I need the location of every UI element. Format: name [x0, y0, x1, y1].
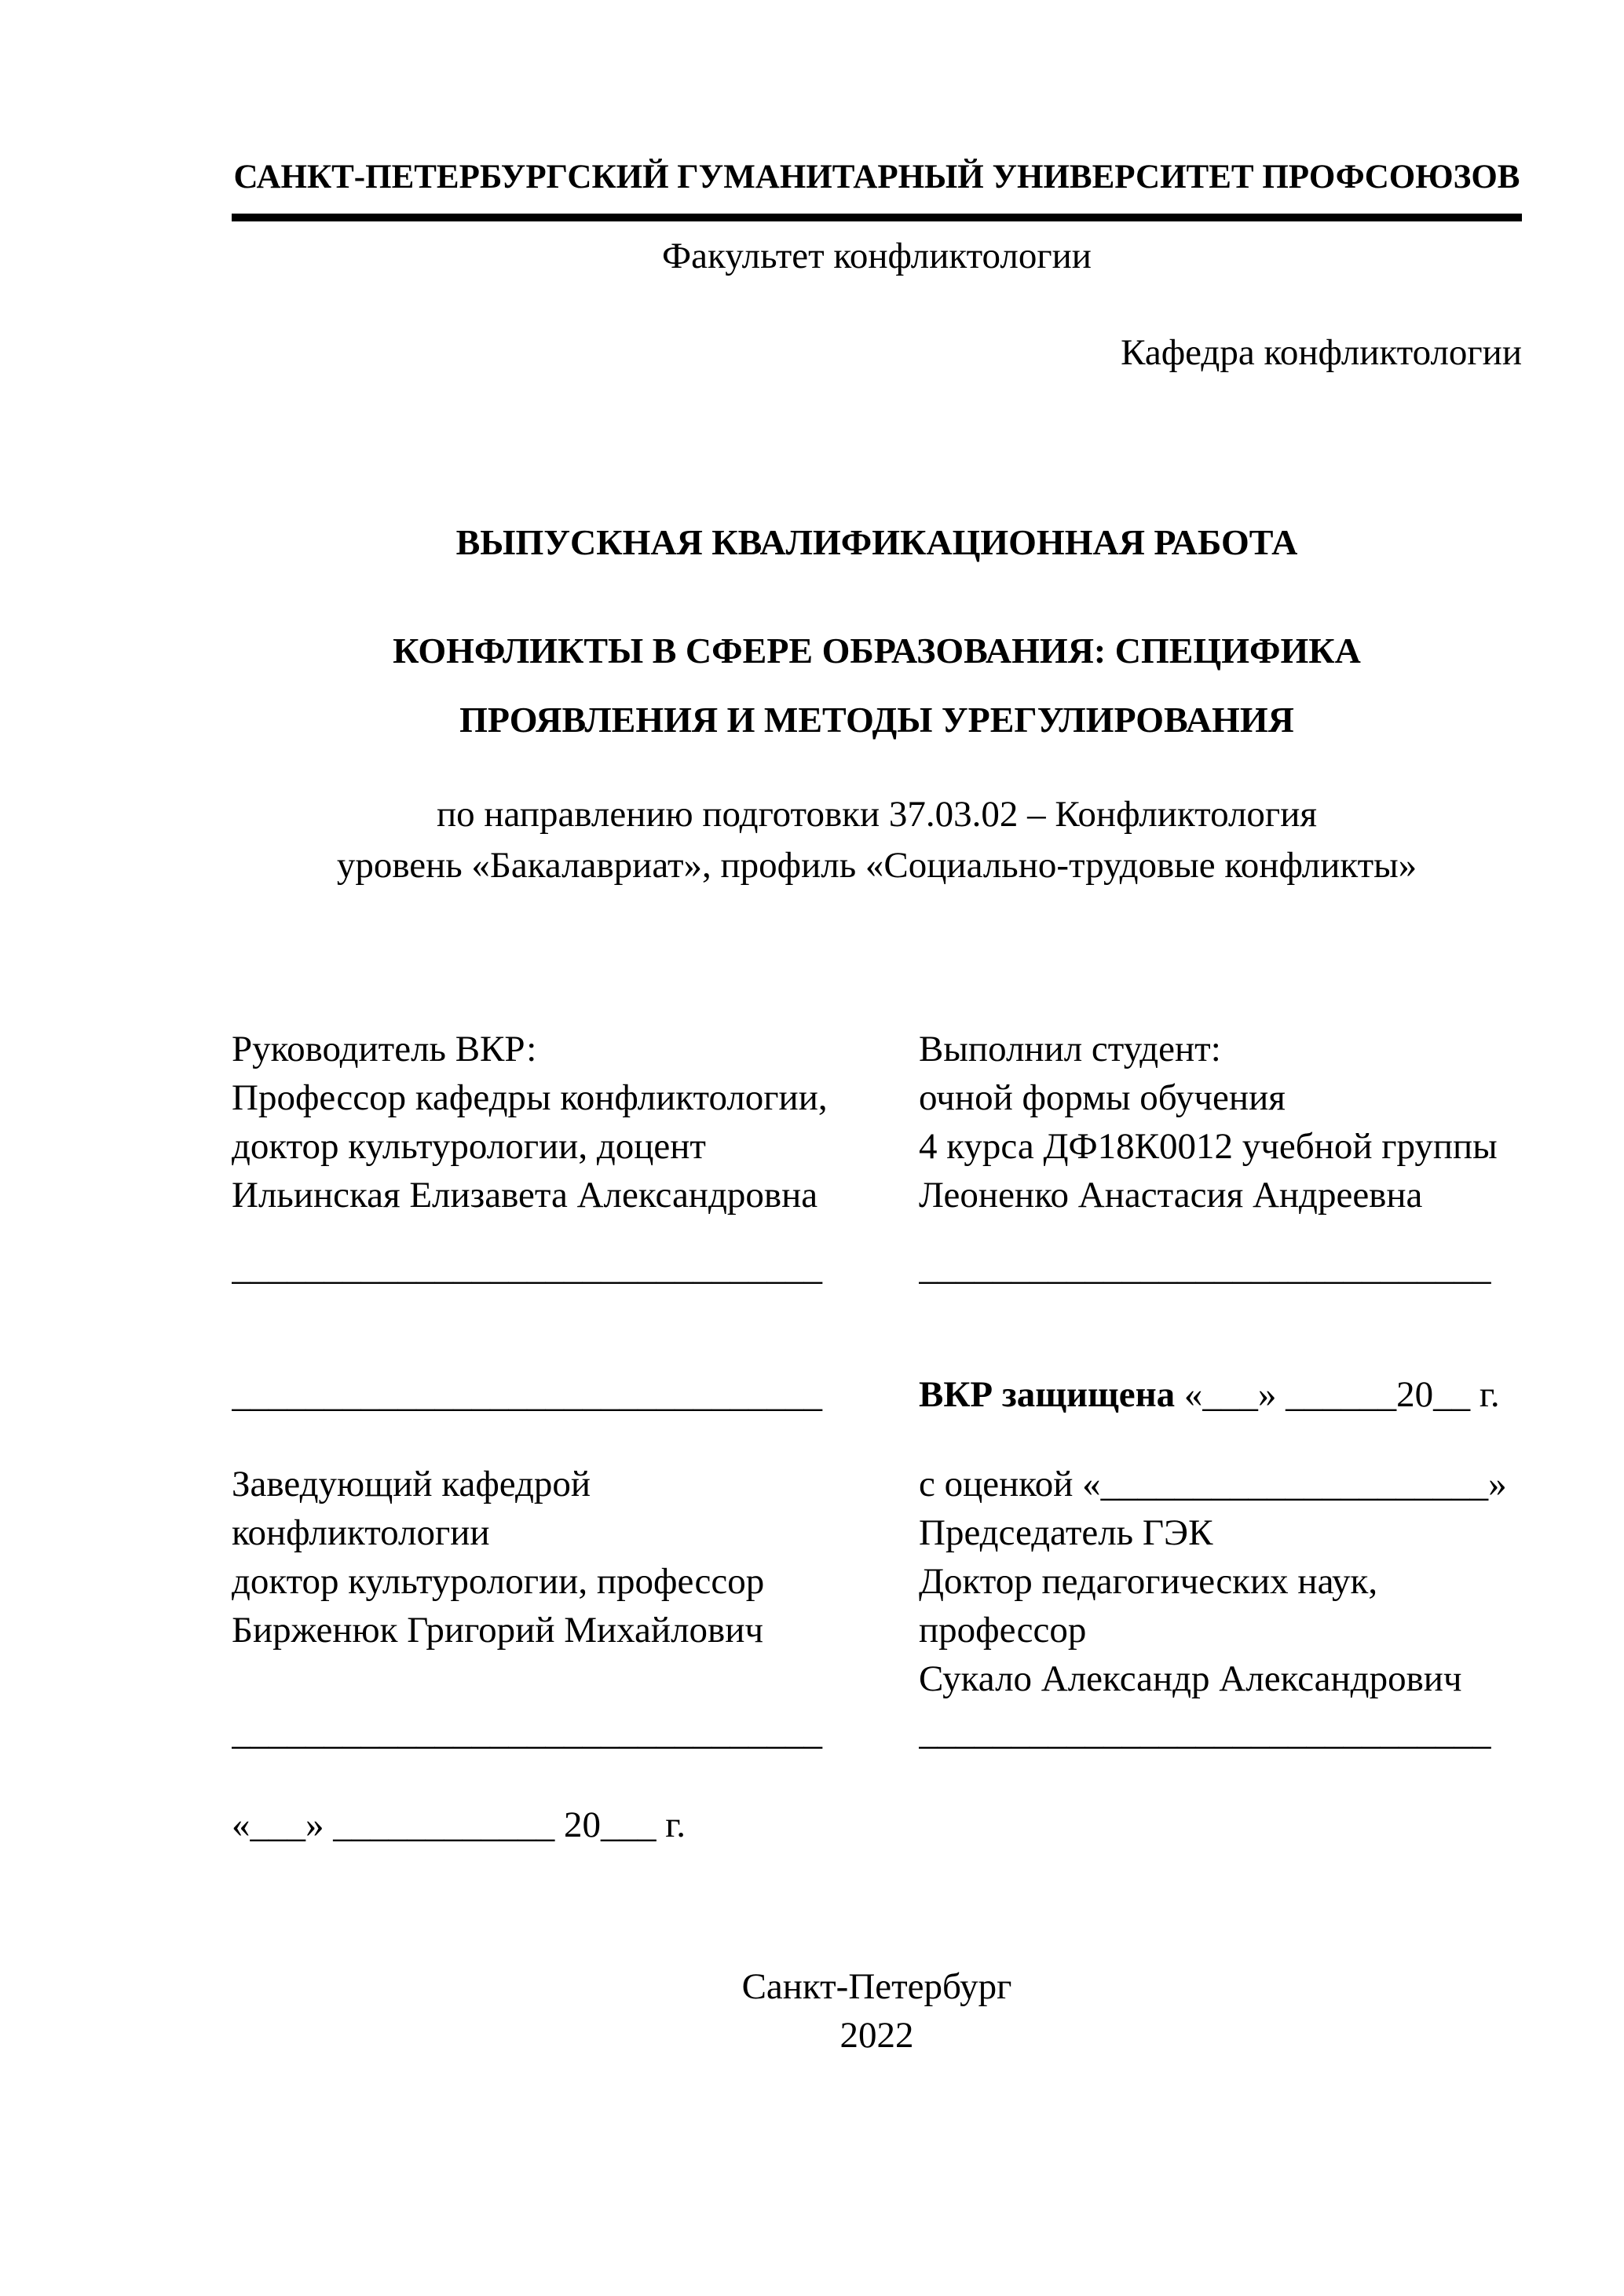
- supervisor-column: [232, 1025, 919, 1849]
- university-name: САНКТ-ПЕТЕРБУРГСКИЙ ГУМАНИТАРНЫЙ УНИВЕРСИТЕТ ПРОФСОЮЗОВ: [233, 159, 1520, 196]
- signature-columns: [232, 1025, 1522, 1849]
- committee-chair-signature-line: _______________________________: [919, 1712, 1491, 1753]
- supervisor-block: [232, 1025, 919, 1219]
- student-info-line2: 4 курса ДФ18К0012 учебной группы: [919, 1126, 1498, 1167]
- footer-year: 2022: [839, 2015, 914, 2056]
- thesis-title: [232, 616, 1522, 755]
- footer-city: Санкт-Петербург: [741, 1966, 1012, 2007]
- department-head-position-line3: доктор культурологии, профессор: [232, 1561, 765, 1602]
- department-head-block: [232, 1460, 919, 1654]
- program-info: [232, 789, 1522, 891]
- grade-line: с оценкой «_____________________»: [919, 1464, 1507, 1504]
- student-signature-line: _______________________________: [919, 1247, 1491, 1288]
- committee-chair-block: [919, 1460, 1522, 1703]
- department-head-position-line1: Заведующий кафедрой: [232, 1464, 591, 1504]
- header-rule: [232, 214, 1522, 221]
- thesis-title-line1: КОНФЛИКТЫ В СФЕРЕ ОБРАЗОВАНИЯ: СПЕЦИФИКА: [393, 631, 1361, 671]
- supervisor-position-line1: Профессор кафедры конфликтологии,: [232, 1077, 828, 1118]
- thesis-title-line2: ПРОЯВЛЕНИЯ И МЕТОДЫ УРЕГУЛИРОВАНИЯ: [459, 700, 1294, 740]
- supervisor-name: Ильинская Елизавета Александровна: [232, 1175, 818, 1216]
- department-head-position-line2: конфликтологии: [232, 1512, 490, 1553]
- program-level-profile: уровень «Бакалавриат», профиль «Социально-трудовые конфликты»: [336, 845, 1417, 886]
- faculty-name: Факультет конфликтологии: [662, 236, 1092, 276]
- defense-date-blank: «___» ______20__ г.: [1175, 1374, 1500, 1415]
- work-type-title: ВЫПУСКНАЯ КВАЛИФИКАЦИОННАЯ РАБОТА: [455, 522, 1298, 562]
- committee-chair-position-line2: Доктор педагогических наук,: [919, 1561, 1378, 1602]
- defense-date-label: ВКР защищена: [919, 1374, 1176, 1415]
- supervisor-role-label: Руководитель ВКР:: [232, 1029, 537, 1069]
- defense-date-line: [919, 1370, 1522, 1419]
- supervisor-signature-line-2: ________________________________: [232, 1374, 822, 1415]
- student-name: Леоненко Анастасия Андреевна: [919, 1175, 1423, 1216]
- supervisor-signature-line-1: ________________________________: [232, 1247, 822, 1288]
- department-head-date-line: «___» ____________ 20___ г.: [232, 1804, 686, 1845]
- student-role-label: Выполнил студент:: [919, 1029, 1221, 1069]
- department-head-signature-line: ________________________________: [232, 1712, 822, 1753]
- department-name: Кафедра конфликтологии: [1121, 332, 1522, 373]
- program-direction: по направлению подготовки 37.03.02 – Конфликтология: [437, 794, 1317, 835]
- footer: [232, 1962, 1522, 2060]
- committee-chair-position-line3: профессор: [919, 1610, 1087, 1651]
- committee-chair-position-line1: Председатель ГЭК: [919, 1512, 1213, 1553]
- student-block: [919, 1025, 1522, 1219]
- supervisor-position-line2: доктор культурологии, доцент: [232, 1126, 706, 1167]
- department-head-name: Бирженюк Григорий Михайлович: [232, 1610, 764, 1651]
- student-column: [919, 1025, 1522, 1849]
- committee-chair-name: Сукало Александр Александрович: [919, 1658, 1462, 1699]
- student-info-line1: очной формы обучения: [919, 1077, 1286, 1118]
